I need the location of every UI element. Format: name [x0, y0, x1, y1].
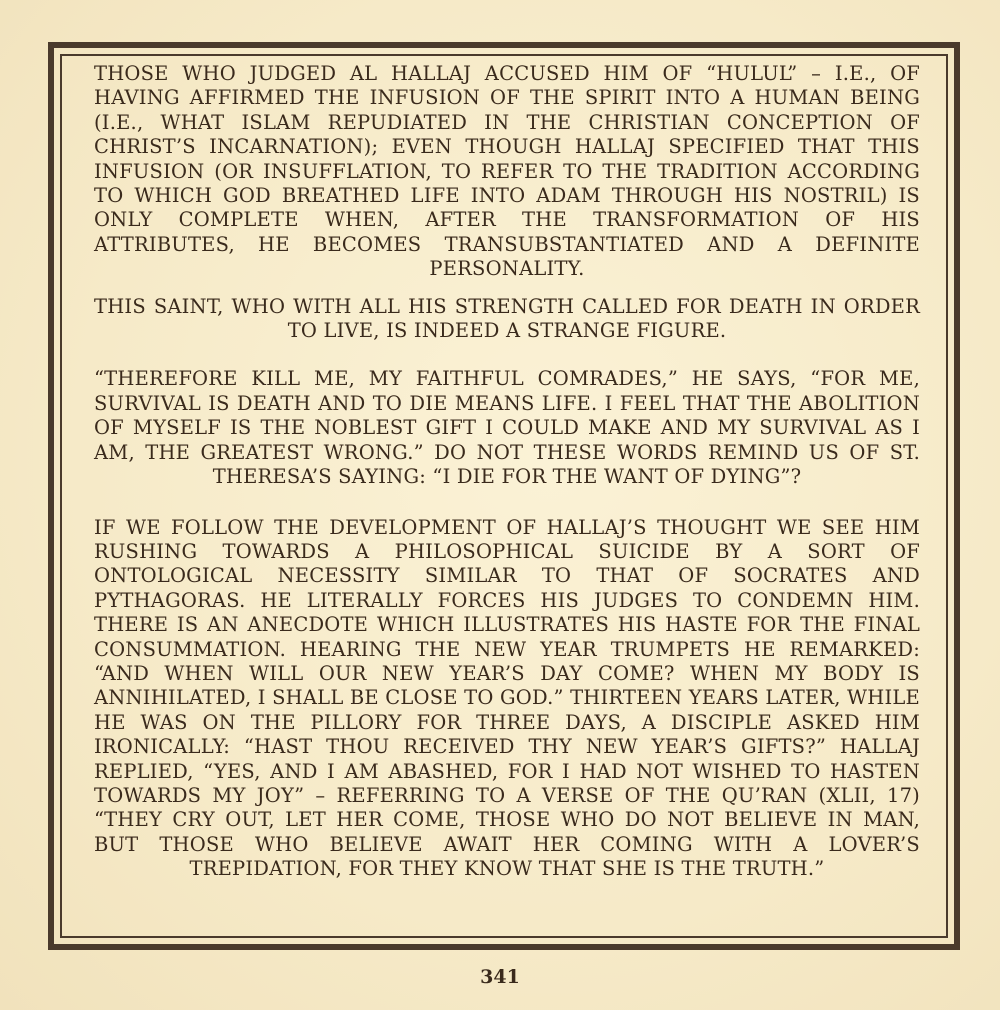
page-number: 341 [480, 966, 520, 988]
main-text-block [94, 62, 920, 882]
paragraph-philosophical-suicide: IF WE FOLLOW THE DEVELOPMENT OF HALLAJ’S THOUGHT WE SEE HIM RUSHING TOWARDS A PHILOSOPHICAL SUICIDE BY A SORT OF ONTOLOGICAL NECESSITY SIMILAR TO THAT OF SOCRATES AND PYTHAGORAS. HE LITERALLY FORCES HIS JUDGES TO CONDEMN HIM. THERE IS AN ANECDOTE WHICH ILLUSTRATES HIS HASTE FOR THE FINAL CONSUMMATION. HEARING THE NEW YEAR TRUMPETS HE REMARKED: “AND WHEN WILL OUR NEW YEAR’S DAY COME? WHEN MY BODY IS ANNIHILATED, I SHALL BE CLOSE TO GOD.” THIRTEEN YEARS LATER, WHILE HE WAS ON THE PILLORY FOR THREE DAYS, A DISCIPLE ASKED HIM IRONICALLY: “HAST THOU RECEIVED THY NEW YEAR’S GIFTS?” HALLAJ REPLIED, “YES, AND I AM ABASHED, FOR I HAD NOT WISHED TO HASTEN TOWARDS MY JOY” – REFERRING TO A VERSE OF THE QU’RAN (XLII, 17) “THEY CRY OUT, LET HER COME, THOSE WHO DO NOT BELIEVE IN MAN, BUT THOSE WHO BELIEVE AWAIT HER COMING WITH A LOVER’S TREPIDATION, FOR THEY KNOW THAT SHE IS THE TRUTH.” [94, 515, 920, 881]
paragraph-hulul-accusation: THOSE WHO JUDGED AL HALLAJ ACCUSED HIM OF “HULUL” – I.E., OF HAVING AFFIRMED THE INFUSION OF THE SPIRIT INTO A HUMAN BEING (I.E., WHAT ISLAM REPUDIATED IN THE CHRISTIAN CONCEPTION OF CHRIST’S INCARNATION); EVEN THOUGH HALLAJ SPECIFIED THAT THIS INFUSION (OR INSUFFLATION, TO REFER TO THE TRADITION ACCORDING TO WHICH GOD BREATHED LIFE INTO ADAM THROUGH HIS NOSTRIL) IS ONLY COMPLETE WHEN, AFTER THE TRANSFORMATION OF HIS ATTRIBUTES, HE BECOMES TRANSUBSTANTIATED AND A DEFINITE PERSONALITY. [94, 62, 920, 281]
paragraph-strange-figure: THIS SAINT, WHO WITH ALL HIS STRENGTH CALLED FOR DEATH IN ORDER TO LIVE, IS INDEED A STRANGE FIGURE. [94, 294, 920, 343]
paragraph-kill-me-quote: “THEREFORE KILL ME, MY FAITHFUL COMRADES,” HE SAYS, “FOR ME, SURVIVAL IS DEATH AND TO DIE MEANS LIFE. I FEEL THAT THE ABOLITION OF MYSELF IS THE NOBLEST GIFT I COULD MAKE AND MY SURVIVAL AS I AM, THE GREATEST WRONG.” DO NOT THESE WORDS REMIND US OF ST. THERESA’S SAYING: “I DIE FOR THE WANT OF DYING”? [94, 367, 920, 489]
